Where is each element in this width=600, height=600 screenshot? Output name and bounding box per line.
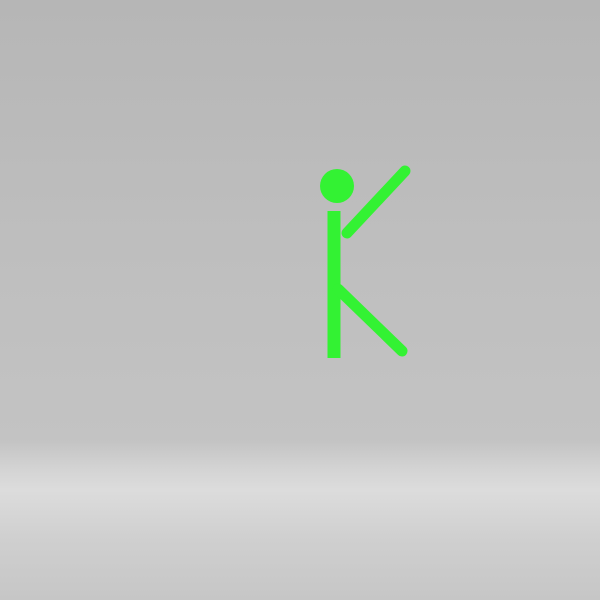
figure-head — [320, 169, 354, 203]
figure-arm — [347, 171, 405, 233]
figure-leg — [338, 289, 402, 351]
